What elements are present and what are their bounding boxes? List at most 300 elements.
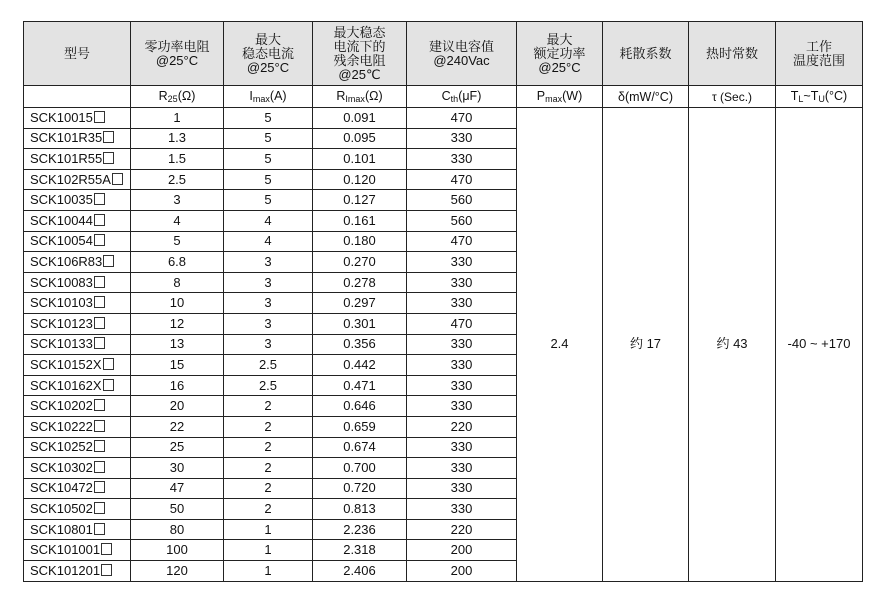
variant-box-icon — [94, 296, 105, 308]
cell-cth — [407, 437, 517, 458]
cell-model-value: SCK10302 — [30, 459, 93, 475]
cell-r25 — [131, 519, 224, 540]
cell-cth-value: 470 — [450, 171, 473, 187]
cell-model — [24, 169, 131, 190]
cell-rimax-value: 2.406 — [343, 562, 376, 578]
cell-cth — [407, 313, 517, 334]
cell-model-value: SCK101001 — [30, 542, 101, 558]
header-row — [24, 22, 863, 86]
cell-imax-value: 1 — [264, 542, 272, 558]
cell-rimax-value: 0.278 — [343, 274, 376, 290]
cell-cth-value: 200 — [450, 562, 473, 578]
header-line: 电流下的 — [333, 38, 386, 54]
cell-imax-value: 3 — [264, 274, 272, 290]
cell-r25-value: 22 — [169, 418, 185, 434]
cell-imax-value: 4 — [264, 233, 272, 249]
cell-imax — [224, 478, 313, 499]
cell-shared-delta-value: 约 17 — [629, 336, 662, 352]
cell-imax — [224, 231, 313, 252]
header-line: 最大 — [254, 31, 281, 47]
variant-box-icon — [103, 379, 114, 391]
cell-r25-value: 120 — [166, 562, 188, 578]
cell-cth — [407, 231, 517, 252]
cell-model-value: SCK101R35 — [30, 130, 103, 146]
cell-r25-value: 8 — [173, 274, 181, 290]
cell-imax — [224, 272, 313, 293]
variant-box-icon — [94, 234, 105, 246]
cell-r25-value: 12 — [169, 315, 185, 331]
cell-cth — [407, 128, 517, 149]
header-delta — [603, 22, 689, 86]
cell-rimax — [313, 375, 407, 396]
cell-rimax-value: 0.471 — [343, 377, 376, 393]
cell-r25-value: 50 — [169, 501, 185, 517]
cell-rimax — [313, 108, 407, 129]
cell-model-value: SCK10252 — [30, 439, 93, 455]
cell-rimax — [313, 437, 407, 458]
cell-imax — [224, 458, 313, 479]
cell-rimax — [313, 252, 407, 273]
unit-symbol: R — [336, 89, 346, 103]
unit-tail: (Ω) — [364, 89, 383, 103]
cell-cth-value: 470 — [450, 233, 473, 249]
cell-model-value: SCK10054 — [30, 233, 93, 249]
cell-rimax — [313, 396, 407, 417]
cell-imax — [224, 519, 313, 540]
unit-cth — [407, 86, 517, 108]
table-body — [24, 108, 863, 582]
unit-delta — [603, 86, 689, 108]
cell-imax-value: 3 — [264, 253, 272, 269]
unit-temp — [776, 86, 863, 108]
cell-r25 — [131, 128, 224, 149]
cell-r25-value: 1 — [173, 109, 181, 125]
cell-r25-value: 20 — [169, 398, 185, 414]
cell-rimax-value: 0.101 — [343, 150, 376, 166]
cell-r25 — [131, 149, 224, 170]
cell-r25-value: 4 — [173, 212, 181, 228]
unit-symbol: δ(mW/°C) — [618, 89, 673, 104]
cell-rimax-value: 0.297 — [343, 295, 376, 311]
cell-rimax — [313, 334, 407, 355]
cell-model-value: SCK10162X — [30, 377, 102, 393]
cell-rimax-value: 0.720 — [343, 480, 376, 496]
cell-rimax-value: 0.356 — [343, 336, 376, 352]
cell-r25-value: 15 — [169, 356, 185, 372]
header-temp — [776, 22, 863, 86]
cell-rimax — [313, 416, 407, 437]
variant-box-icon — [94, 523, 105, 535]
header-line: @25°C — [246, 59, 290, 75]
cell-r25-value: 100 — [166, 542, 188, 558]
cell-r25-value: 1.5 — [167, 150, 187, 166]
variant-box-icon — [94, 193, 105, 205]
cell-rimax — [313, 499, 407, 520]
cell-model-value: SCK10801 — [30, 521, 93, 537]
cell-cth-value: 560 — [450, 192, 473, 208]
cell-r25-value: 30 — [169, 459, 185, 475]
unit-subscript: 25 — [167, 94, 178, 104]
cell-rimax-value: 0.091 — [343, 109, 376, 125]
cell-r25 — [131, 375, 224, 396]
variant-box-icon — [94, 214, 105, 226]
cell-imax-value: 5 — [264, 192, 272, 208]
cell-shared-pmax-value: 2.4 — [550, 336, 569, 352]
header-line: 工作 — [805, 38, 832, 54]
cell-cth-value: 330 — [450, 439, 473, 455]
variant-box-icon — [94, 337, 105, 349]
cell-model — [24, 272, 131, 293]
cell-model — [24, 190, 131, 211]
cell-model-value: SCK10103 — [30, 295, 93, 311]
cell-cth-value: 330 — [450, 274, 473, 290]
cell-cth-value: 330 — [450, 480, 473, 496]
cell-imax — [224, 313, 313, 334]
cell-r25 — [131, 334, 224, 355]
unit-tail: (μF) — [458, 89, 482, 103]
unit-mid: ~T — [803, 89, 819, 103]
variant-box-icon — [101, 543, 112, 555]
unit-pmax — [517, 86, 603, 108]
cell-rimax — [313, 149, 407, 170]
cell-model — [24, 355, 131, 376]
cell-rimax-value: 0.646 — [343, 398, 376, 414]
cell-imax — [224, 293, 313, 314]
header-line: @25°C — [155, 52, 199, 68]
cell-r25-value: 80 — [169, 521, 185, 537]
cell-r25-value: 3 — [173, 192, 181, 208]
cell-cth — [407, 478, 517, 499]
cell-model-value: SCK10123 — [30, 315, 93, 331]
cell-rimax — [313, 231, 407, 252]
cell-cth — [407, 561, 517, 582]
cell-rimax-value: 0.095 — [343, 130, 376, 146]
cell-shared-pmax — [517, 108, 603, 582]
cell-shared-temp — [776, 108, 863, 582]
cell-cth-value: 330 — [450, 150, 473, 166]
cell-imax — [224, 416, 313, 437]
cell-model-value: SCK10044 — [30, 212, 93, 228]
cell-model — [24, 458, 131, 479]
cell-cth-value: 470 — [450, 109, 473, 125]
cell-imax-value: 4 — [264, 212, 272, 228]
cell-imax — [224, 169, 313, 190]
header-line: 额定功率 — [533, 45, 586, 61]
cell-cth — [407, 190, 517, 211]
unit-model — [24, 86, 131, 108]
cell-model — [24, 375, 131, 396]
cell-shared-tau-value: 约 43 — [716, 336, 748, 352]
unit-subscript: L — [798, 94, 804, 104]
cell-cth — [407, 252, 517, 273]
cell-rimax-value: 2.236 — [343, 521, 376, 537]
cell-rimax — [313, 540, 407, 561]
cell-model-value: SCK10472 — [30, 480, 93, 496]
cell-imax — [224, 561, 313, 582]
cell-imax — [224, 190, 313, 211]
cell-cth-value: 330 — [450, 398, 473, 414]
table-row — [24, 108, 863, 129]
unit-imax — [224, 86, 313, 108]
cell-cth — [407, 416, 517, 437]
cell-r25-value: 2.5 — [167, 171, 187, 187]
cell-model — [24, 334, 131, 355]
cell-rimax — [313, 478, 407, 499]
header-line: @240Vac — [433, 52, 490, 68]
cell-rimax-value: 0.270 — [343, 253, 376, 269]
header-line: 残余电阻 — [333, 52, 386, 68]
cell-imax-value: 2 — [264, 398, 272, 414]
cell-r25 — [131, 416, 224, 437]
cell-cth — [407, 210, 517, 231]
unit-tail: (°C) — [824, 89, 848, 103]
header-line: 热时常数 — [705, 45, 758, 61]
cell-model-value: SCK10035 — [30, 192, 93, 208]
cell-r25 — [131, 190, 224, 211]
cell-imax — [224, 540, 313, 561]
cell-cth-value: 330 — [450, 501, 473, 517]
cell-model — [24, 210, 131, 231]
cell-r25 — [131, 478, 224, 499]
cell-imax-value: 2.5 — [258, 377, 278, 393]
cell-imax — [224, 334, 313, 355]
cell-shared-tau — [689, 108, 776, 582]
cell-r25 — [131, 499, 224, 520]
cell-imax-value: 1 — [264, 521, 272, 537]
header-line: 零功率电阻 — [144, 38, 210, 54]
cell-rimax-value: 0.700 — [343, 459, 376, 475]
cell-r25 — [131, 561, 224, 582]
unit-tau — [689, 86, 776, 108]
cell-model — [24, 252, 131, 273]
cell-rimax-value: 0.127 — [343, 192, 376, 208]
unit-subscript: max — [252, 94, 270, 104]
cell-cth — [407, 499, 517, 520]
variant-box-icon — [94, 399, 105, 411]
cell-rimax-value: 0.301 — [343, 315, 376, 331]
unit-symbol: R — [158, 89, 168, 103]
cell-r25-value: 16 — [169, 377, 185, 393]
cell-r25 — [131, 458, 224, 479]
header-line: @25℃ — [338, 66, 381, 82]
cell-cth — [407, 355, 517, 376]
cell-r25 — [131, 108, 224, 129]
cell-r25-value: 1.3 — [167, 130, 187, 146]
cell-imax — [224, 108, 313, 129]
cell-rimax — [313, 458, 407, 479]
cell-imax-value: 2 — [264, 459, 272, 475]
variant-box-icon — [103, 152, 114, 164]
unit-symbol: I — [249, 89, 253, 103]
cell-rimax — [313, 519, 407, 540]
cell-model-value: SCK102R55A — [30, 171, 111, 187]
cell-imax-value: 1 — [264, 562, 272, 578]
cell-rimax — [313, 355, 407, 376]
variant-box-icon — [94, 440, 105, 452]
cell-rimax — [313, 293, 407, 314]
cell-cth — [407, 375, 517, 396]
cell-rimax-value: 0.674 — [343, 439, 376, 455]
cell-r25-value: 13 — [169, 336, 185, 352]
cell-cth — [407, 519, 517, 540]
cell-model-value: SCK101201 — [30, 562, 101, 578]
cell-imax-value: 2 — [264, 480, 272, 496]
cell-r25-value: 10 — [169, 295, 185, 311]
cell-r25-value: 47 — [169, 480, 185, 496]
cell-cth — [407, 169, 517, 190]
cell-rimax — [313, 190, 407, 211]
cell-cth-value: 330 — [450, 336, 473, 352]
cell-imax-value: 5 — [264, 109, 272, 125]
cell-cth-value: 330 — [450, 356, 473, 372]
header-pmax — [517, 22, 603, 86]
cell-rimax — [313, 313, 407, 334]
cell-r25 — [131, 210, 224, 231]
header-tau — [689, 22, 776, 86]
cell-rimax-value: 0.813 — [343, 501, 376, 517]
variant-box-icon — [103, 358, 114, 370]
header-imax — [224, 22, 313, 86]
cell-cth-value: 470 — [450, 315, 473, 331]
header-line: @25°C — [538, 59, 581, 75]
header-line: 稳态电流 — [241, 45, 294, 61]
unit-symbol: T — [790, 89, 799, 103]
cell-imax — [224, 437, 313, 458]
cell-rimax — [313, 561, 407, 582]
cell-cth-value: 330 — [450, 130, 473, 146]
cell-imax-value: 5 — [264, 130, 272, 146]
cell-rimax-value: 2.318 — [343, 542, 376, 558]
unit-subscript: Imax — [345, 94, 365, 104]
cell-r25 — [131, 272, 224, 293]
cell-cth-value: 560 — [450, 212, 473, 228]
header-line: 建议电容值 — [428, 38, 494, 54]
cell-cth — [407, 293, 517, 314]
cell-imax-value: 3 — [264, 315, 272, 331]
cell-rimax-value: 0.659 — [343, 418, 376, 434]
cell-model — [24, 540, 131, 561]
cell-r25 — [131, 355, 224, 376]
cell-r25-value: 5 — [173, 233, 181, 249]
cell-cth — [407, 149, 517, 170]
cell-model-value: SCK10202 — [30, 398, 93, 414]
cell-r25 — [131, 252, 224, 273]
units-row — [24, 86, 863, 108]
cell-cth — [407, 396, 517, 417]
cell-model-value: SCK10133 — [30, 336, 93, 352]
unit-tail: (W) — [562, 89, 583, 103]
cell-imax-value: 2 — [264, 418, 272, 434]
variant-box-icon — [94, 420, 105, 432]
cell-rimax — [313, 169, 407, 190]
cell-r25 — [131, 437, 224, 458]
cell-cth-value: 200 — [450, 542, 473, 558]
cell-imax — [224, 375, 313, 396]
header-line: 最大 — [546, 31, 573, 47]
cell-imax — [224, 355, 313, 376]
cell-model — [24, 231, 131, 252]
variant-box-icon — [94, 502, 105, 514]
header-rimax — [313, 22, 407, 86]
cell-model — [24, 313, 131, 334]
cell-imax-value: 2 — [264, 501, 272, 517]
cell-model — [24, 149, 131, 170]
cell-shared-temp-value: -40 ~ +170 — [787, 336, 851, 352]
cell-r25-value: 25 — [169, 439, 185, 455]
cell-shared-delta — [603, 108, 689, 582]
header-r25 — [131, 22, 224, 86]
cell-model — [24, 499, 131, 520]
unit-r25 — [131, 86, 224, 108]
cell-imax — [224, 396, 313, 417]
cell-cth — [407, 458, 517, 479]
variant-box-icon — [94, 461, 105, 473]
cell-model — [24, 519, 131, 540]
cell-rimax-value: 0.442 — [343, 356, 376, 372]
cell-rimax — [313, 210, 407, 231]
cell-rimax — [313, 128, 407, 149]
variant-box-icon — [94, 111, 105, 123]
cell-model-value: SCK10222 — [30, 418, 93, 434]
cell-cth — [407, 108, 517, 129]
spec-table — [23, 21, 863, 582]
cell-imax — [224, 210, 313, 231]
cell-model — [24, 416, 131, 437]
cell-imax-value: 3 — [264, 295, 272, 311]
cell-imax — [224, 149, 313, 170]
cell-r25 — [131, 293, 224, 314]
cell-model — [24, 293, 131, 314]
unit-symbol: P — [536, 89, 546, 103]
cell-imax-value: 2 — [264, 439, 272, 455]
cell-model — [24, 108, 131, 129]
variant-box-icon — [101, 564, 112, 576]
cell-cth-value: 220 — [450, 521, 473, 537]
variant-box-icon — [94, 317, 105, 329]
cell-imax-value: 3 — [264, 336, 272, 352]
cell-imax-value: 2.5 — [258, 356, 278, 372]
cell-model — [24, 561, 131, 582]
cell-cth-value: 330 — [450, 295, 473, 311]
unit-rimax — [313, 86, 407, 108]
cell-rimax-value: 0.120 — [343, 171, 376, 187]
cell-imax-value: 5 — [264, 150, 272, 166]
cell-model — [24, 128, 131, 149]
variant-box-icon — [94, 481, 105, 493]
cell-cth — [407, 272, 517, 293]
variant-box-icon — [103, 255, 114, 267]
cell-rimax-value: 0.161 — [343, 212, 376, 228]
variant-box-icon — [94, 276, 105, 288]
unit-symbol: τ (Sec.) — [711, 89, 753, 104]
cell-imax — [224, 128, 313, 149]
cell-r25 — [131, 231, 224, 252]
header-line: 耗散系数 — [619, 45, 672, 61]
cell-model-value: SCK10152X — [30, 356, 102, 372]
cell-rimax — [313, 272, 407, 293]
header-cth — [407, 22, 517, 86]
cell-cth-value: 330 — [450, 253, 473, 269]
unit-tail: (A) — [269, 89, 287, 103]
cell-r25 — [131, 313, 224, 334]
cell-r25 — [131, 169, 224, 190]
cell-model-value: SCK10502 — [30, 501, 93, 517]
cell-model-value: SCK101R55 — [30, 150, 103, 166]
header-line: 最大稳态 — [333, 24, 386, 40]
unit-symbol: C — [441, 89, 451, 103]
header-model: 型号 — [24, 22, 131, 86]
cell-cth-value: 220 — [450, 418, 473, 434]
